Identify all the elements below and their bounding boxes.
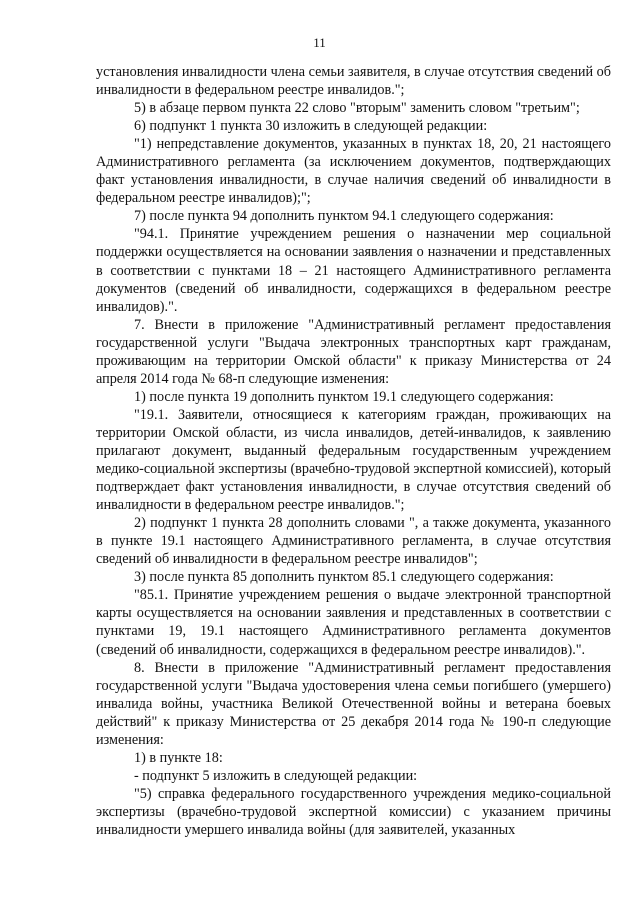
document-body bbox=[96, 63, 611, 839]
paragraph: "85.1. Принятие учреждением решения о выдаче электронной транспортной карты осуществляется на основании заявления и представленных в соответствии с пунктами 19, 19.1 настоящего Административного регламента документов (сведений об инвалидности, содержащихся в федеральном реестре инвалидов).". bbox=[96, 587, 611, 658]
paragraph: "1) непредставление документов, указанных в пунктах 18, 20, 21 настоящего Административного регламента (за исключением документов, подтверждающих факт установления инвалидности, в случае наличия сведений об инвалидности в федеральном реестре инвалидов);"; bbox=[96, 136, 611, 207]
paragraph: "19.1. Заявители, относящиеся к категориям граждан, проживающих на территории Омской области, из числа инвалидов, детей-инвалидов, к заявлению прилагают документ, выданный федеральным государственным учреждением медико-социальной экспертизы (врачебно-трудовой экспертной комиссией), который подтверждает факт установления инвалидности, в случае отсутствия сведений об инвалидности в федеральном реестре инвалидов."; bbox=[96, 406, 612, 514]
paragraph: 3) после пункта 85 дополнить пунктом 85.1 следующего содержания: bbox=[134, 569, 554, 586]
paragraph: 1) в пункте 18: bbox=[134, 749, 223, 766]
paragraph: 7. Внести в приложение "Административный регламент предоставления государственной услуги "Выдача электронных транспортных карт гражданам, проживающим на территории Омской области" к приказу Министерства от 24 апреля 2014 года № 68-п следующие изменения: bbox=[96, 316, 611, 387]
paragraph: "5) справка федерального государственного учреждения медико-социальной экспертизы (врачебно-трудовой экспертной комиссии) с указанием причины инвалидности умершего инвалида войны (для заявителей, указанных bbox=[96, 785, 611, 838]
paragraph: установления инвалидности члена семьи заявителя, в случае отсутствия сведений об инвалидности в федеральном реестре инвалидов."; bbox=[96, 64, 611, 99]
page-number: 11 bbox=[313, 35, 326, 50]
paragraph: 2) подпункт 1 пункта 28 дополнить словами ", а также документа, указанного в пункте 19.1 настоящего Административного регламента, в случае отсутствия сведений об инвалидности в федеральном реестре инвалидов"; bbox=[96, 515, 611, 568]
paragraph: - подпункт 5 изложить в следующей редакции: bbox=[134, 767, 418, 784]
paragraph: 5) в абзаце первом пункта 22 слово "вторым" заменить словом "третьим"; bbox=[134, 100, 580, 117]
paragraph: 7) после пункта 94 дополнить пунктом 94.1 следующего содержания: bbox=[134, 208, 554, 225]
paragraph: 6) подпункт 1 пункта 30 изложить в следующей редакции: bbox=[134, 118, 488, 135]
paragraph: 1) после пункта 19 дополнить пунктом 19.1 следующего содержания: bbox=[134, 388, 554, 405]
paragraph: 8. Внести в приложение "Административный регламент предоставления государственной услуги "Выдача удостоверения члена семьи погибшего (умершего) инвалида войны, участника Великой Отечественной войны и ветерана боевых действий" к приказу Министерства от 25 декабря 2014 года № 190-п следующие изменения: bbox=[96, 659, 611, 748]
paragraph: "94.1. Принятие учреждением решения о назначении мер социальной поддержки осуществляется на основании заявления о назначении и представленных в соответствии с пунктами 18 – 21 настоящего Административного регламента документов (сведений об инвалидности, содержащихся в федеральном реестре инвалидов).". bbox=[96, 226, 611, 315]
